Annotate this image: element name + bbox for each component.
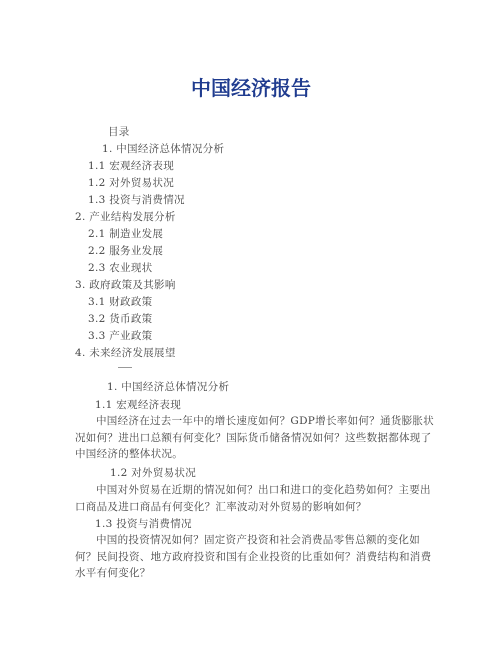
toc-item: 2.3 农业现状 [88, 262, 153, 274]
subsection-heading: 1.3 投资与消费情况 [95, 518, 192, 530]
toc-item: 1.2 对外贸易状况 [88, 177, 175, 189]
report-title: 中国经济报告 [191, 76, 311, 100]
paragraph: 中国对外贸易在近期的情况如何？出口和进口的变化趋势如何？主要出口商品及进口商品有何变化？汇率波动对外贸易的影响如何？ [75, 484, 431, 513]
toc-item: 4. 未来经济发展展望 [75, 347, 176, 359]
toc-item: 3.2 货币政策 [88, 313, 153, 325]
paragraph: 中国经济在过去一年中的增长速度如何？GDP增长率如何？通货膨胀状况如何？进出口总额有何变化？国际货币储备情况如何？这些数据都体现了中国经济的整体状况。 [75, 415, 434, 460]
toc-item: 1.1 宏观经济表现 [88, 160, 175, 172]
toc-item: 1. 中国经济总体情况分析 [102, 143, 225, 155]
toc-item: 3.1 财政政策 [88, 296, 153, 308]
paragraph: 中国的投资情况如何？固定资产投资和社会消费品零售总额的变化如何？民间投资、地方政府投资和国有企业投资的比重如何？消费结构和消费水平有何变化？ [75, 534, 432, 579]
toc-item: 3.3 产业政策 [88, 330, 153, 342]
toc-item: 1.3 投资与消费情况 [88, 194, 185, 206]
section-divider [118, 367, 132, 368]
section-heading: 1. 中国经济总体情况分析 [107, 381, 230, 393]
toc-heading: 目录 [108, 126, 130, 138]
subsection-heading: 1.1 宏观经济表现 [95, 399, 182, 411]
toc-item: 3. 政府政策及其影响 [75, 279, 176, 291]
toc-item: 2.1 制造业发展 [88, 228, 164, 240]
subsection-heading: 1.2 对外贸易状况 [110, 467, 197, 479]
toc-item: 2. 产业结构发展分析 [75, 211, 176, 223]
toc-item: 2.2 服务业发展 [88, 245, 164, 257]
